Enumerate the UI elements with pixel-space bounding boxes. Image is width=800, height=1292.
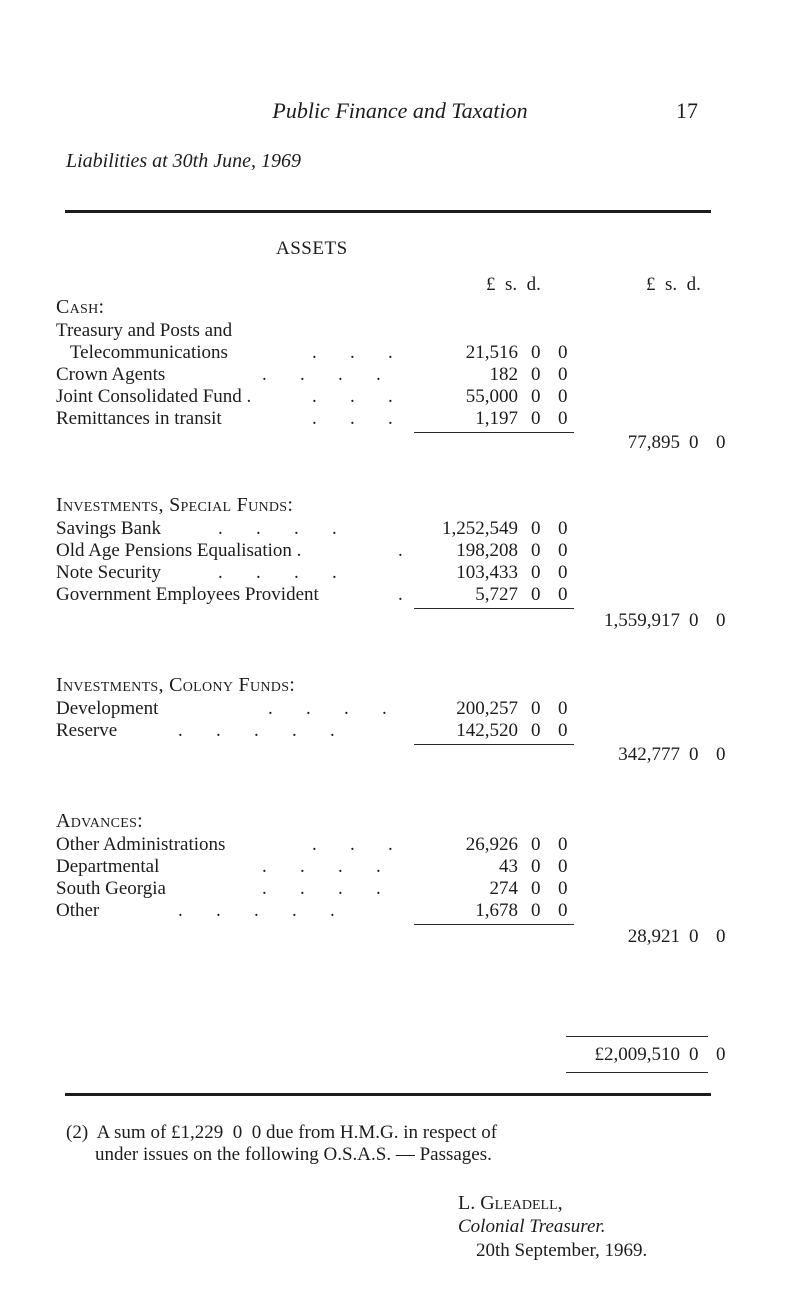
row-label: Old Age Pensions Equalisation .	[56, 540, 302, 561]
row-shillings: 0	[531, 878, 541, 899]
row-pounds: 1,252,549	[442, 518, 518, 539]
footnote-line: under issues on the following O.S.A.S. — Passages.	[95, 1144, 492, 1165]
table-row	[0, 900, 800, 922]
row-pence: 0	[558, 720, 568, 741]
section-total	[0, 926, 800, 948]
bottom-rule	[65, 1093, 711, 1096]
table-row	[0, 408, 800, 430]
leader-dots: . . . .	[262, 364, 381, 385]
table-row	[0, 320, 800, 342]
row-pounds: 21,516	[465, 342, 518, 363]
row-pence: 0	[558, 834, 568, 855]
row-pounds: 26,926	[465, 834, 518, 855]
row-label: South Georgia	[56, 878, 166, 899]
document-subtitle: Liabilities at 30th June, 1969	[66, 150, 301, 172]
subtotal-rule	[414, 608, 574, 609]
table-row	[0, 878, 800, 900]
table-row	[0, 342, 800, 364]
grand-total	[0, 1044, 800, 1066]
leader-dots: . . . . .	[178, 720, 335, 741]
row-pounds: 55,000	[465, 386, 518, 407]
row-pence: 0	[558, 386, 568, 407]
total-pence: 0	[716, 744, 726, 765]
table-row	[0, 856, 800, 878]
row-label: Departmental	[56, 856, 160, 877]
row-label: Development	[56, 698, 159, 719]
row-pence: 0	[558, 856, 568, 877]
leader-dots: . . .	[312, 834, 393, 855]
row-pence: 0	[558, 518, 568, 539]
row-pence: 0	[558, 408, 568, 429]
total-shillings: 0	[689, 926, 699, 947]
row-pounds: 182	[489, 364, 518, 385]
leader-dots: .	[398, 584, 403, 605]
total-shillings: 0	[689, 610, 699, 631]
top-rule	[65, 210, 711, 213]
leader-dots: .	[398, 540, 403, 561]
leader-dots: . . . .	[262, 856, 381, 877]
row-pence: 0	[558, 698, 568, 719]
row-pence: 0	[558, 540, 568, 561]
total-shillings: 0	[689, 432, 699, 453]
row-pence: 0	[558, 342, 568, 363]
row-label: Note Security	[56, 562, 162, 583]
row-label: Savings Bank	[56, 518, 162, 539]
row-shillings: 0	[531, 562, 541, 583]
total-pounds: 342,777	[618, 744, 680, 765]
table-row	[0, 364, 800, 386]
page-header-title: Public Finance and Taxation	[272, 98, 528, 123]
column-header-subitems: £ s. d.	[486, 274, 541, 295]
table-row	[0, 540, 800, 562]
row-shillings: 0	[531, 584, 541, 605]
grand-total-shillings: 0	[689, 1044, 699, 1065]
leader-dots: . . .	[312, 386, 393, 407]
row-pence: 0	[558, 562, 568, 583]
row-label: Government Employees Provident	[56, 584, 319, 605]
row-label: Joint Consolidated Fund .	[56, 386, 252, 407]
section-total	[0, 432, 800, 454]
signatory-name: L. Gleadell,	[458, 1192, 563, 1214]
row-shillings: 0	[531, 518, 541, 539]
table-row	[0, 518, 800, 540]
leader-dots: . . . .	[218, 518, 337, 539]
row-shillings: 0	[531, 834, 541, 855]
row-shillings: 0	[531, 720, 541, 741]
table-row	[0, 584, 800, 606]
leader-dots: . . . .	[218, 562, 337, 583]
total-pence: 0	[716, 610, 726, 631]
section-heading: Cash:	[56, 296, 105, 318]
signature-date: 20th September, 1969.	[476, 1240, 648, 1261]
row-label: Remittances in transit	[56, 408, 222, 429]
row-label: Treasury and Posts and	[56, 320, 233, 341]
leader-dots: . . .	[312, 342, 393, 363]
row-pounds: 274	[489, 878, 518, 899]
row-pounds: 1,678	[475, 900, 518, 921]
total-pence: 0	[716, 926, 726, 947]
row-shillings: 0	[531, 698, 541, 719]
grand-total-rule-bottom	[566, 1072, 708, 1073]
leader-dots: . . . .	[268, 698, 387, 719]
grand-total-rule-top	[566, 1036, 708, 1037]
total-shillings: 0	[689, 744, 699, 765]
row-label: Crown Agents	[56, 364, 166, 385]
row-pence: 0	[558, 878, 568, 899]
section-total	[0, 744, 800, 766]
section-heading: Advances:	[56, 810, 144, 832]
table-title: ASSETS	[276, 238, 348, 259]
grand-total-pence: 0	[716, 1044, 726, 1065]
total-pence: 0	[716, 432, 726, 453]
section-total	[0, 610, 800, 632]
row-shillings: 0	[531, 364, 541, 385]
row-shillings: 0	[531, 856, 541, 877]
table-row	[0, 720, 800, 742]
row-label: Other	[56, 900, 100, 921]
row-pence: 0	[558, 584, 568, 605]
row-pence: 0	[558, 364, 568, 385]
table-row	[0, 698, 800, 720]
section-heading: Investments, Special Funds:	[56, 494, 294, 516]
row-shillings: 0	[531, 900, 541, 921]
row-shillings: 0	[531, 342, 541, 363]
total-pounds: 1,559,917	[604, 610, 680, 631]
row-label: Reserve	[56, 720, 118, 741]
leader-dots: . . . .	[262, 878, 381, 899]
total-pounds: 77,895	[627, 432, 680, 453]
row-label: Telecommunications	[56, 342, 228, 363]
row-pence: 0	[558, 900, 568, 921]
row-pounds: 200,257	[456, 698, 518, 719]
page-number: 17	[676, 98, 698, 123]
row-shillings: 0	[531, 408, 541, 429]
row-pounds: 142,520	[456, 720, 518, 741]
signatory-title: Colonial Treasurer.	[458, 1216, 606, 1237]
row-pounds: 1,197	[475, 408, 518, 429]
section-heading: Investments, Colony Funds:	[56, 674, 296, 696]
row-pounds: 5,727	[475, 584, 518, 605]
row-pounds: 103,433	[456, 562, 518, 583]
row-label: Other Administrations	[56, 834, 226, 855]
row-shillings: 0	[531, 386, 541, 407]
leader-dots: . . .	[312, 408, 393, 429]
leader-dots: . . . . .	[178, 900, 335, 921]
footnote-line: (2) A sum of £1,229 0 0 due from H.M.G. in respect of	[66, 1122, 498, 1143]
row-pounds: 43	[499, 856, 518, 877]
row-pounds: 198,208	[456, 540, 518, 561]
table-row	[0, 386, 800, 408]
total-pounds: 28,921	[627, 926, 680, 947]
grand-total-pounds: £2,009,510	[594, 1044, 680, 1065]
subtotal-rule	[414, 924, 574, 925]
table-row	[0, 834, 800, 856]
table-row	[0, 562, 800, 584]
column-header-totals: £ s. d.	[646, 274, 701, 295]
row-shillings: 0	[531, 540, 541, 561]
